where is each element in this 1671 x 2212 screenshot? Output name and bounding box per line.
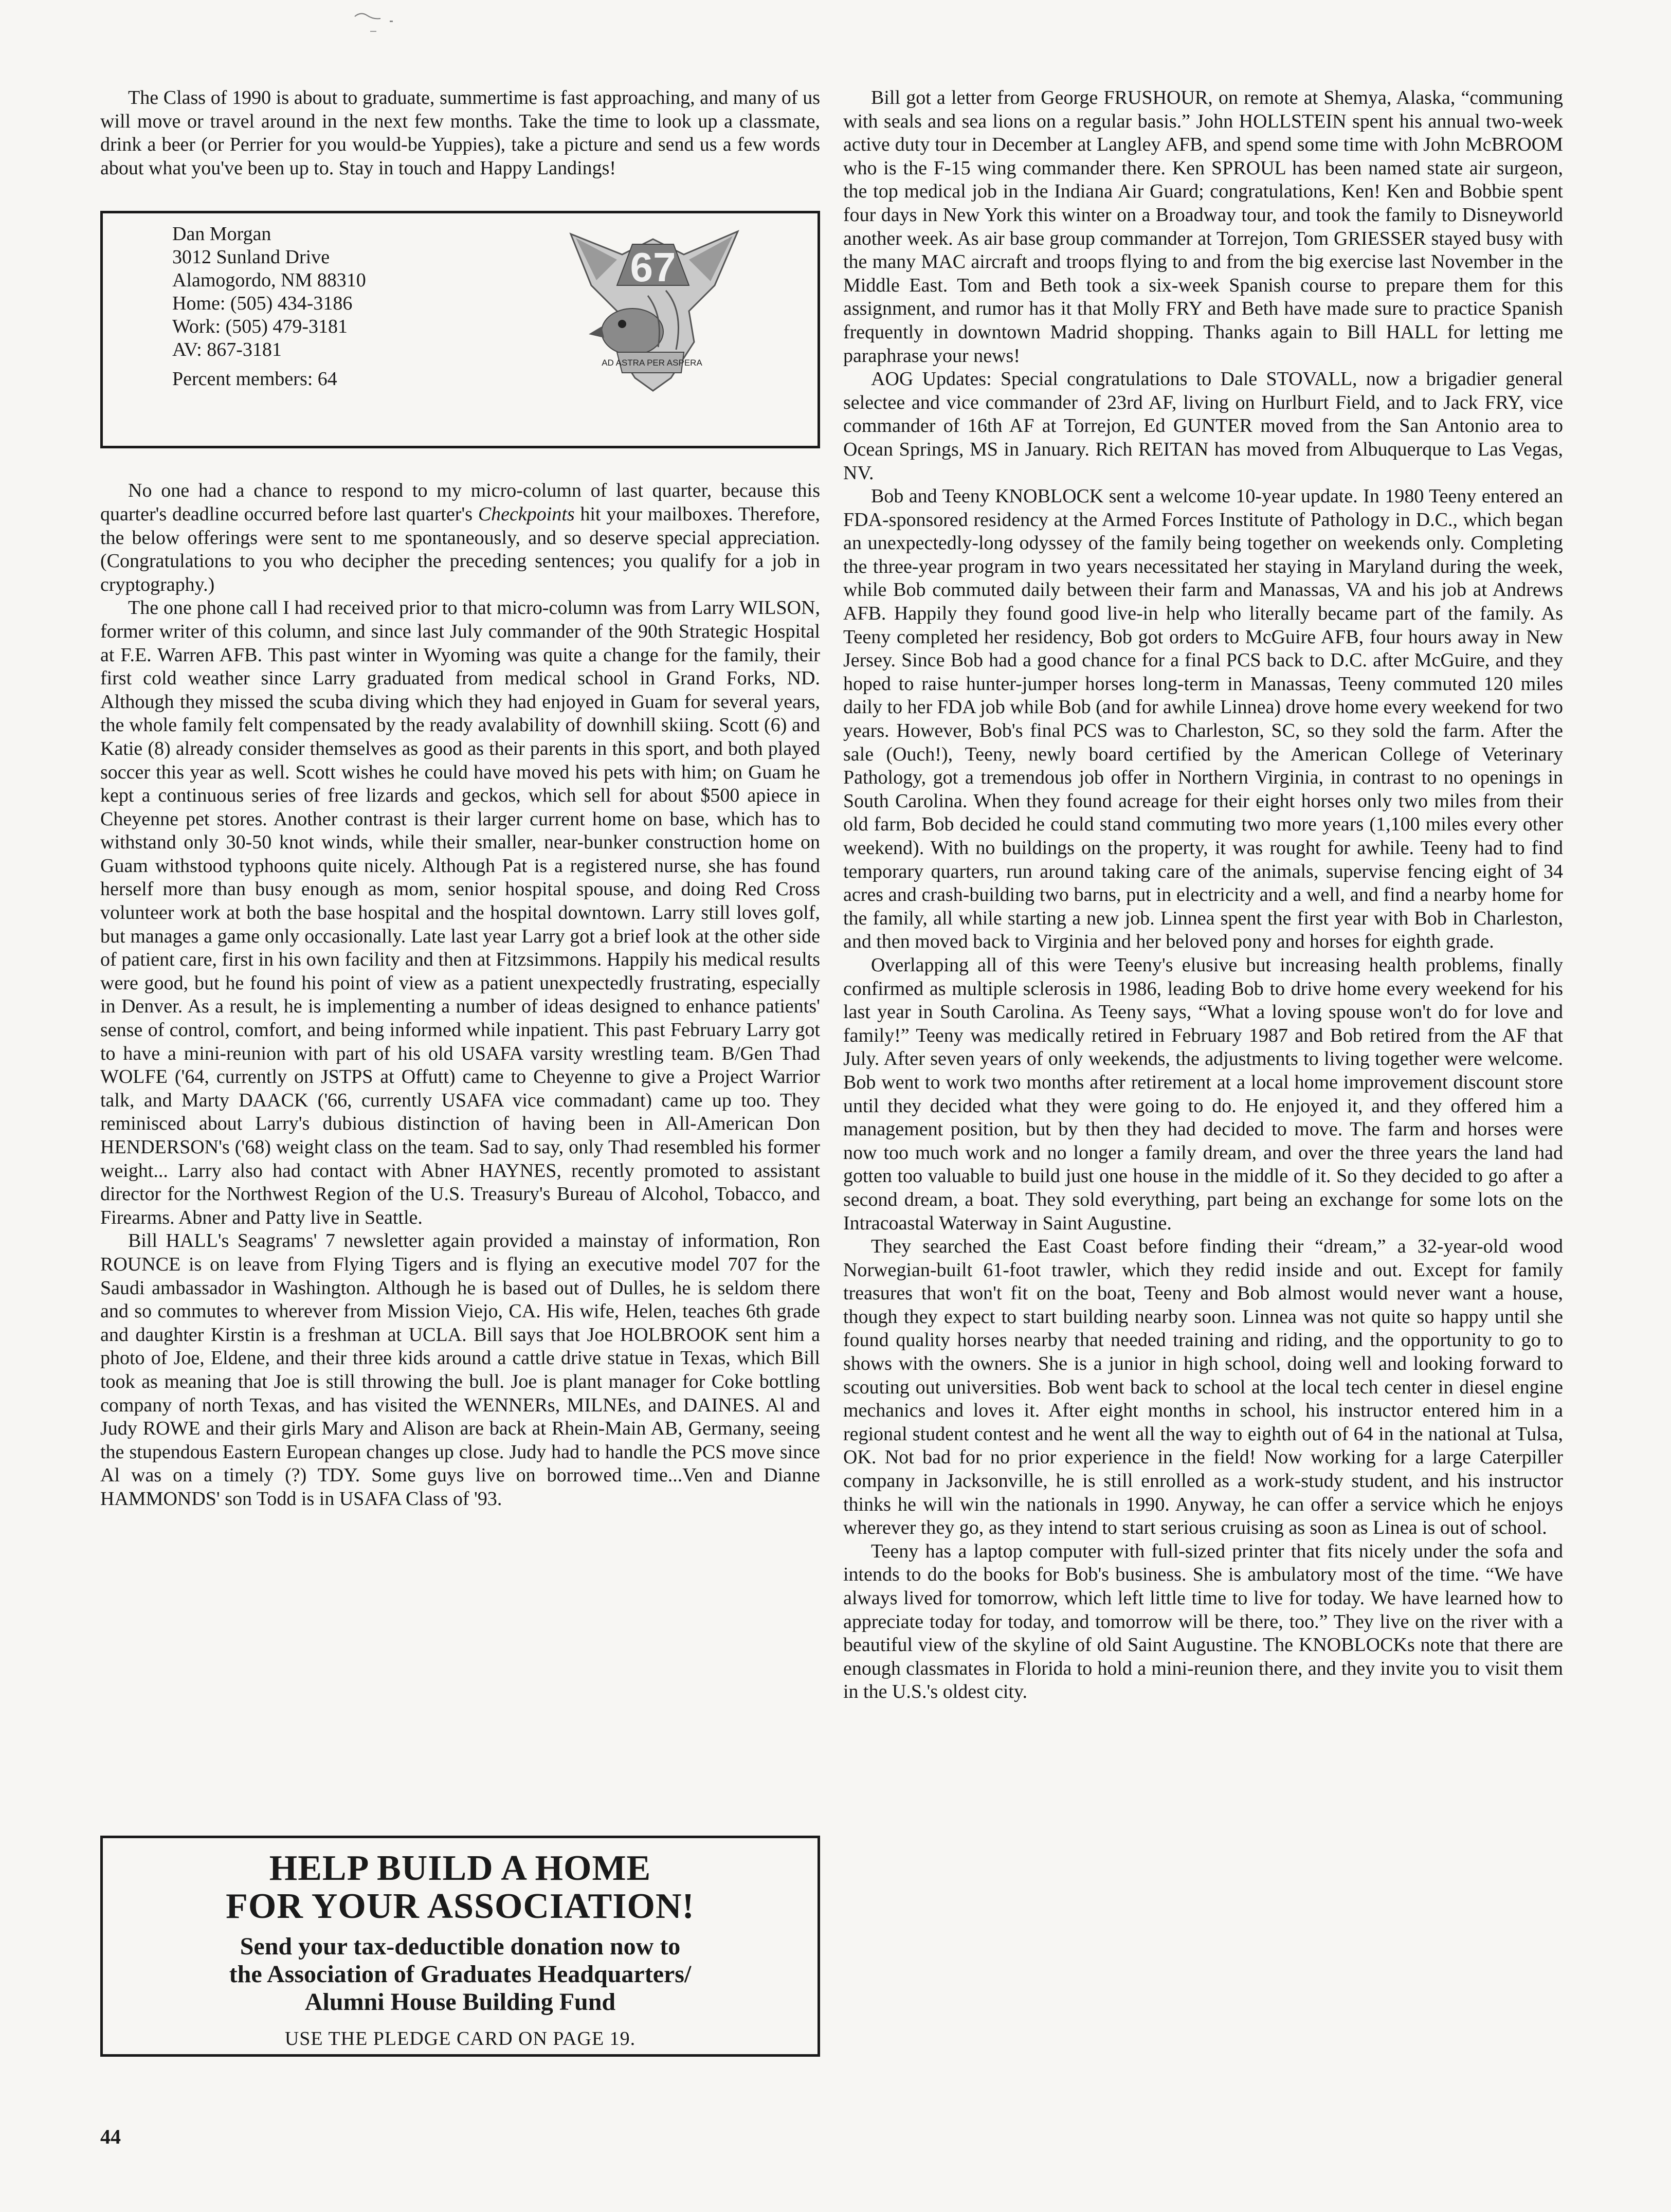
article-paragraph: Bill HALL's Seagrams' 7 newsletter again provided a mainstay of information, Ron ROUNCE is on leave from Flying Tigers and is flying an executive model 707 for the Saudi ambassador in Washington. Although he is based out of Dulles, he is seldom there and so commutes to wherever from Mission Viejo, CA. His wife, Helen, teaches 6th grade and daughter Kirstin is a freshman at UCLA. Bill says that Joe HOLBROOK sent him a photo of Joe, Eldene, and their three kids around a cattle drive statue in Texas, which Bill took as meaning that Joe is still throwing the bull. Joe is plant manager for Coke bottling company of north Texas, and has visited the WENNERs, MILNEs, and DAINES. Al and Judy ROWE and their girls Mary and Alison are back at Rhein-Main AB, Germany, seeing the stupendous Eastern European changes up close. Judy had to handle the PCS move since Al was on a timely (?) TDY. Some guys live on borrowed time...Ven and Dianne HAMMONDS' son Todd is in USAFA Class of '93.	[100, 1230, 820, 1510]
right-column	[843, 86, 1563, 1704]
article-paragraph: Teeny has a laptop computer with full-sized printer that fits nicely under the sofa and intends to do the books for Bob's business. She is ambulatory most of the time. “We have always lived for tomorrow, which left little time to live for today. We have learned how to appreciate today for today, and tomorrow will be there, too.” They live on the river with a beautiful view of the skyline of old Saint Augustine. The KNOBLOCKs note that there are enough classmates in Florida to hold a mini-reunion there, and they invite you to visit them in the U.S.'s oldest city.	[843, 1540, 1563, 1703]
contact-street: 3012 Sunland Drive	[172, 246, 330, 268]
contact-name: Dan Morgan	[172, 223, 271, 245]
ad-pledge-card-note: USE THE PLEDGE CARD ON PAGE 19.	[284, 2028, 636, 2050]
contact-details	[172, 223, 366, 391]
contact-work-phone: Work: (505) 479-3181	[172, 316, 348, 338]
contact-city: Alamogordo, NM 88310	[172, 269, 366, 292]
right-article-body	[843, 86, 1563, 1704]
ad-subtitle-line-1: Send your tax-deductible donation now to	[240, 1933, 681, 1960]
ad-subtitle-line-2: the Association of Graduates Headquarters/	[229, 1961, 692, 1988]
article-paragraph: They searched the East Coast before finding their “dream,” a 32-year-old wood Norwegian-built 61-foot trawler, which they redid inside and out. Except for family treasures that won't fit on the boat, Teeny and Bob almost would never want a house, though they expect to start building nearby soon. Linnea was not quite so happy until she found quality horses nearby that needed training and riding, and the opportunity to go to shows with the owners. She is a junior in high school, doing well and looking forward to scouting out universities. Bob went back to school at the local tech center in diesel engine mechanics and loves it. After eight months in school, his instructor entered him in a regional student contest and he went all the way to eighth out of 64 in the national at Tulsa, OK. Not bad for no prior experience in the field! Now working for a large Caterpiller company in Jacksonville, he is still enrolled as a work-study student, and his instructor thinks he will win the nationals in 1990. Anyway, he can offer a service which he enjoys wherever they go, as they intend to start serious cruising as soon as Linea is out of school.	[843, 1236, 1563, 1539]
ad-subtitle-line-3: Alumni House Building Fund	[304, 1988, 616, 2016]
article-paragraph: No one had a chance to respond to my micro-column of last quarter, because this quarter's deadline occurred before last quarter's Checkpoints hit your mailboxes. Therefore, the below offerings were sent to me spontaneously, and so deserve special appreciation. (Congratulations to you who decipher the preceding sentences; you qualify for a job in cryptography.)	[100, 480, 820, 595]
class-crest-eagle-icon	[560, 224, 746, 393]
contact-home-phone: Home: (505) 434-3186	[172, 293, 353, 315]
ad-title-line-1: HELP BUILD A HOME	[269, 1848, 651, 1888]
percent-members: Percent members: 64	[172, 368, 337, 390]
ad-title-line-2: FOR YOUR ASSOCIATION!	[226, 1887, 695, 1926]
left-article-body	[100, 479, 820, 1511]
page-number: 44	[100, 2125, 121, 2148]
svg-text:AD ASTRA PER ASPERA: AD ASTRA PER ASPERA	[602, 358, 702, 368]
left-column	[100, 86, 820, 1511]
contact-av-phone: AV: 867-3181	[172, 339, 282, 361]
columnist-contact-box	[100, 211, 820, 448]
svg-text:67: 67	[630, 244, 676, 291]
article-paragraph: Bill got a letter from George FRUSHOUR, on remote at Shemya, Alaska, “communing with seals and sea lions on a regular basis.” John HOLLSTEIN spent his annual two-week active duty tour in December at Langley AFB, and spend some time with John McBROOM who is the F-15 wing commander there. Ken SPROUL has been named state air surgeon, the top medical job in the Indiana Air Guard; congratulations, Ken! Ken and Bobbie spent four days in New York this winter on a Broadway tour, and took the family to Disneyworld another week. As air base group commander at Torrejon, Tom GRIESSER stayed busy with the many MAC aircraft and troops flying to and from the big exercise last November in the Middle East. Tom and Beth took a six-week Spanish course to prepare them for this assignment, and rumor has it that Molly FRY and Beth have made sure to practice Spanish frequently in downtown Madrid shopping. Thanks again to Bill HALL for letting me paraphrase your news!	[843, 87, 1563, 367]
intro-paragraph: The Class of 1990 is about to graduate, summertime is fast approaching, and many of us will move or travel around in the next few months. Take the time to look up a classmate, drink a beer (or Perrier for you would-be Yuppies), take a picture and send us a few words about what you've been up to. Stay in touch and Happy Landings!	[100, 87, 820, 179]
article-paragraph: Bob and Teeny KNOBLOCK sent a welcome 10-year update. In 1980 Teeny entered an FDA-sponsored residency at the Armed Forces Institute of Pathology in D.C., which began an unexpectedly-long odyssey of the family being together on weekends only. Completing the three-year program in two years necessitated her staying in Maryland during the week, while Bob commuted daily between their farm and Manassas, VA and his job at Andrews AFB. Happily they found good live-in help who literally became part of the family. As Teeny completed her residency, Bob got orders to McGuire AFB, four hours away in New Jersey. Since Bob had a good chance for a final PCS back to D.C. after McGuire, and they hoped to raise hunter-jumper horses long-term in Manassas, Teeny commuted 120 miles daily to her FDA job while Bob (and for awhile Linnea) drove home every weekend for two years. However, Bob's final PCS was to Charleston, SC, so they sold the farm. After the sale (Ouch!), Teeny, newly board certified by the American College of Veterinary Pathology, got a tremendous job offer in Northern Virginia, in contrast to no openings in South Carolina. When they found acreage for their eight horses only two miles from their old farm, Bob decided he could stand commuting two more years (1,100 miles every other weekend). With no buildings on the property, it was rought for awhile. Teeny had to find temporary quarters, run around taking care of the animals, supervise fencing eight of 34 acres and crash-building two barns, put in electricity and a well, and find a nearby home for the family, all while starting a new job. Linnea spent the first year with Bob in Charleston, and then moved back to Virginia and her beloved pony and horses for eighth grade.	[843, 485, 1563, 953]
article-paragraph: Overlapping all of this were Teeny's elusive but increasing health problems, finally confirmed as multiple sclerosis in 1986, leading Bob to drive home every weekend for his last year in South Carolina. As Teeny says, “What a loving spouse won't do for love and family!” Teeny was medically retired in February 1987 and Bob retired from the AF that July. After seven years of only weekends, the adjustments to living together were welcome. Bob went to work two months after retirement at a local home improvement discount store until they decided what they were going to do. He enjoyed it, and they offered him a management position, but by then they had decided to move. The farm and horses were now too much work and no longer a family dream, and over the three years the land had gotten too valuable to build just one house in the middle of it. So they decided to go after a second dream, a boat. They sold everything, part being an exchange for some lots on the Intracoastal Waterway in Saint Augustine.	[843, 954, 1563, 1234]
help-build-home-ad	[100, 1836, 820, 2057]
article-paragraph: The one phone call I had received prior to that micro-column was from Larry WILSON, former writer of this column, and since last July commander of the 90th Strategic Hospital at F.E. Warren AFB. This past winter in Wyoming was quite a change for the family, their first cold weather since Larry graduated from medical school in Grand Forks, ND. Although they missed the scuba diving which they had enjoyed in Guam for several years, the whole family felt compensated by the ready avalability of downhill skiing. Scott (6) and Katie (8) already consider themselves as good as their parents in this sport, and both played soccer this year as well. Scott wishes he could have moved his pets with him; on Guam he kept a continuous series of free lizards and geckos, which sell for about $500 apiece in Cheyenne pet stores. Another contrast is their larger current home on base, which has to withstand only 30-50 knot winds, while their smaller, near-bunker construction home on Guam withstood typhoons quite nicely. Although Pat is a registered nurse, she has found herself more than busy enough as mom, senior hospital spouse, and doing Red Cross volunteer work at both the base hospital and the hospital downtown. Larry still loves golf, but manages a game only occasionally. Late last year Larry got a brief look at the other side of patient care, first in his own facility and then at Fitzsimmons. Happily his medical results were good, but he found his point of view as a patient unexpectedly frustrating, especially in Denver. As a result, he is implementing a number of ideas designed to enhance patients' sense of control, comfort, and being informed while inpatient. This past February Larry got to have a mini-reunion with part of his old USAFA varsity wrestling team. B/Gen Thad WOLFE ('64, currently on JSTPS at Offutt) came to Cheyenne to give a Project Warrior talk, and Marty DAACK ('66, currently USAFA vice commadant) came up too. They reminisced about Larry's dubious distinction of having been in All-American Don HENDERSON's ('68) weight class on the team. Sad to say, only Thad resembled his former weight... Larry also had contact with Abner HAYNES, recently promoted to assistant director for the Northwest Region of the U.S. Treasury's Bureau of Alcohol, Tobacco, and Firearms. Abner and Patty live in Seattle.	[100, 597, 820, 1228]
scan-speck-marks	[350, 5, 411, 36]
article-paragraph: AOG Updates: Special congratulations to Dale STOVALL, now a brigadier general selectee and vice commander of 23rd AF, living on Hurlburt Field, and to Jack FRY, vice commander of 16th AF at Torrejon, Ed GUNTER moved from the San Antonio area to Ocean Springs, MS in January. Rich REITAN has moved from Albuquerque to Las Vegas, NV.	[843, 368, 1563, 484]
